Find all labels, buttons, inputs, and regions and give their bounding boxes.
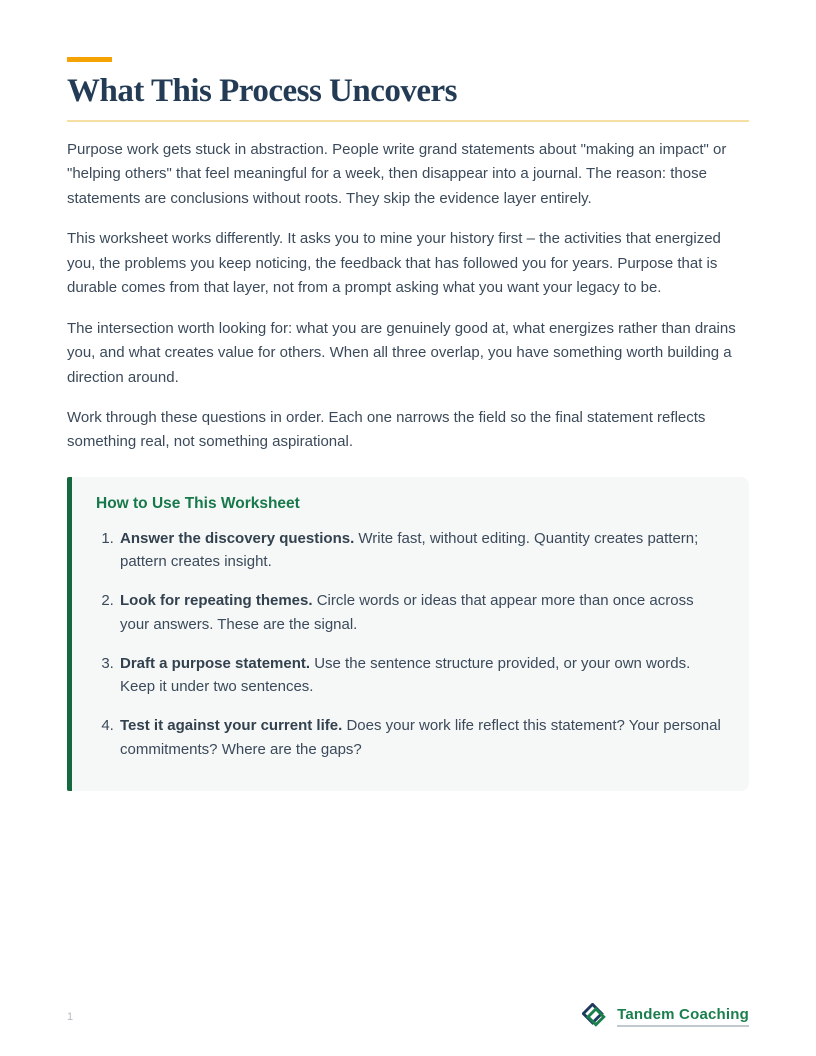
instruction-item-2 bbox=[118, 589, 723, 636]
instruction-lead: Look for repeating themes. bbox=[120, 592, 313, 610]
intro-paragraph-2: This worksheet works differently. It asks you to mine your history first – the activities that energized you, the problems you keep noticing, the feedback that has followed you for years. Purpose that is durable comes from that layer, not from a prompt asking what you want your legacy to be. bbox=[67, 230, 721, 297]
instruction-text: Circle words or ideas that appear more than once across your answers. These are the signal. bbox=[120, 592, 694, 633]
instruction-lead: Test it against your current life. bbox=[120, 717, 343, 735]
instruction-lead: Draft a purpose statement. bbox=[120, 654, 311, 672]
intro-paragraph-1: Purpose work gets stuck in abstraction. People write grand statements about "making an impact" or "helping others" that feel meaningful for a week, then disappear into a journal. The reason: those statements are conclusions without roots. They skip the evidence layer entirely. bbox=[67, 141, 727, 207]
brand-name: Tandem Coaching bbox=[617, 1006, 749, 1027]
accent-bar bbox=[67, 57, 112, 62]
instruction-item-3 bbox=[118, 652, 723, 699]
instruction-text: Write fast, without editing. Quantity creates pattern; pattern creates insight. bbox=[120, 529, 699, 571]
instruction-item-4 bbox=[118, 714, 723, 761]
instruction-lead: Answer the discovery questions. bbox=[120, 529, 355, 547]
page-number: 1 bbox=[67, 1010, 74, 1023]
instruction-text: Does your work life reflect this statement? Your personal commitments? Where are the gaps? bbox=[120, 717, 721, 758]
instruction-text: Use the sentence structure provided, or your own words. Keep it under two sentences. bbox=[120, 654, 691, 696]
brand-logo bbox=[582, 1003, 749, 1030]
callout-title: How to Use This Worksheet bbox=[96, 494, 300, 512]
intro-paragraph-3: The intersection worth looking for: what you are genuinely good at, what energizes rather than drains you, and what creates value for others. When all three overlap, you have something worth building a direction around. bbox=[67, 319, 736, 386]
tandem-diamonds-icon bbox=[582, 1003, 609, 1030]
instructions-list bbox=[92, 527, 723, 761]
page-footer bbox=[67, 1003, 749, 1030]
how-to-use-callout bbox=[67, 477, 749, 791]
title-rule bbox=[67, 120, 749, 122]
page-title: What This Process Uncovers bbox=[67, 73, 458, 109]
instruction-item-1 bbox=[118, 527, 723, 574]
intro-paragraph-4: Work through these questions in order. Each one narrows the field so the final statement reflects something real, not something aspirational. bbox=[67, 408, 706, 451]
